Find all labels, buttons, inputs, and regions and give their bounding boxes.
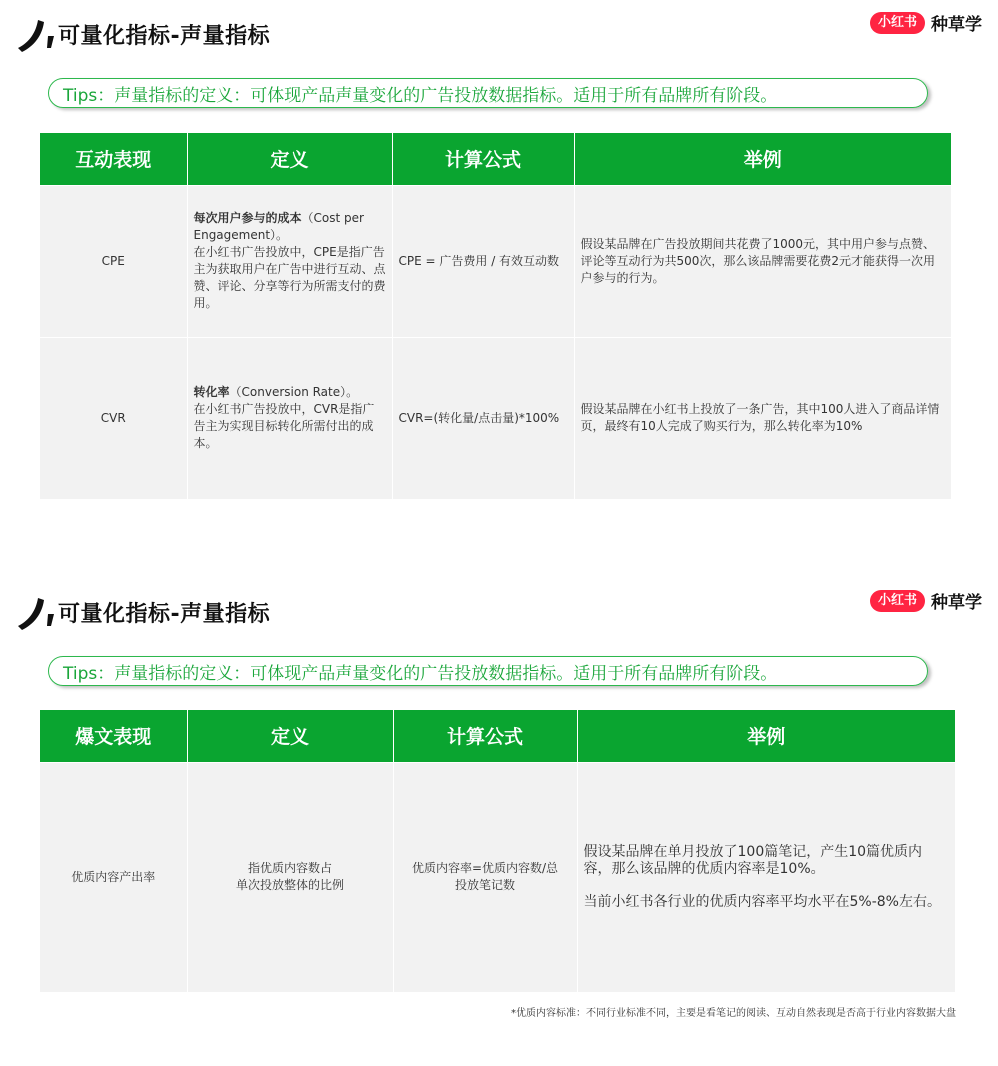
metrics-table	[40, 710, 955, 992]
formula-cell: CVR=(转化量/点击量)*100%	[392, 337, 574, 499]
title-row	[14, 14, 270, 54]
example-paragraph: 假设某品牌在单月投放了100篇笔记，产生10篇优质内容，那么该品牌的优质内容率是10%。	[583, 843, 923, 877]
brand-text: 种草学	[931, 15, 982, 35]
tips-banner: Tips：声量指标的定义：可体现产品声量变化的广告投放数据指标。适用于所有品牌所有阶段。	[48, 656, 928, 686]
formula-line: 投放笔记数	[454, 878, 515, 893]
table-row	[40, 185, 951, 337]
table-row	[40, 762, 955, 992]
section-voice-metrics-1	[0, 0, 998, 520]
formula-line: 优质内容率=优质内容数/总	[411, 861, 559, 876]
brand-badge: 小红书	[870, 590, 925, 612]
example-cell: 假设某品牌在广告投放期间共花费了1000元，其中用户参与点赞、评论等互动行为共500次，那么该品牌需要花费2元才能获得一次用户参与的行为。	[574, 185, 951, 337]
title-row	[14, 592, 270, 632]
header-cell: 爆文表现	[40, 710, 187, 762]
table-row	[40, 337, 951, 499]
definition-term: 每次用户参与的成本	[193, 211, 302, 225]
definition-term-en: （Conversion Rate）。	[229, 385, 359, 400]
definition-term-en: （Cost per Engagement）。	[193, 211, 364, 242]
table-header-row	[40, 710, 955, 762]
definition-body: 在小红书广告投放中，CPE是指广告主为获取用户在广告中进行互动、点赞、评论、分享等行为所需支付的费用。	[193, 245, 386, 310]
table-header-row	[40, 133, 951, 185]
formula-cell: CPE = 广告费用 / 有效互动数	[392, 185, 574, 337]
header-cell: 举例	[577, 710, 955, 762]
header-cell: 计算公式	[393, 710, 577, 762]
footnote: *优质内容标准：不同行业标准不同，主要是看笔记的阅读、互动自然表现是否高于行业内容数据大盘	[511, 1008, 956, 1019]
example-cell: 假设某品牌在小红书上投放了一条广告，其中100人进入了商品详情页，最终有10人完成了购买行为，那么转化率为10%	[574, 337, 951, 499]
paragraph-gap	[584, 878, 950, 894]
header-cell: 互动表现	[40, 133, 187, 185]
definition-cell	[187, 185, 392, 337]
brand-logo	[870, 588, 982, 613]
brand-badge: 小红书	[870, 12, 925, 34]
tips-banner: Tips：声量指标的定义：可体现产品声量变化的广告投放数据指标。适用于所有品牌所有阶段。	[48, 78, 928, 108]
brand-logo	[870, 10, 982, 35]
slash-mark-icon	[14, 592, 58, 632]
metric-cell: CPE	[40, 185, 187, 337]
header-cell: 举例	[574, 133, 951, 185]
definition-line: 指优质内容数占	[247, 861, 332, 876]
definition-line: 单次投放整体的比例	[235, 878, 344, 893]
header-cell: 计算公式	[392, 133, 574, 185]
page-title: 可量化指标-声量指标	[58, 601, 271, 627]
slash-mark-icon	[14, 14, 58, 54]
section-voice-metrics-2	[0, 578, 998, 1066]
definition-body: 在小红书广告投放中，CVR是指广告主为实现目标转化所需付出的成本。	[193, 402, 375, 451]
metric-cell: 优质内容产出率	[40, 762, 187, 992]
example-paragraph: 当前小红书各行业的优质内容率平均水平在5%-8%左右。	[583, 893, 941, 910]
header-cell: 定义	[187, 133, 392, 185]
example-cell	[577, 762, 955, 992]
formula-cell	[393, 762, 577, 992]
definition-term: 转化率	[193, 385, 230, 400]
brand-text: 种草学	[931, 593, 982, 613]
definition-cell	[187, 337, 392, 499]
metrics-table	[40, 133, 951, 499]
header-cell: 定义	[187, 710, 393, 762]
metric-cell: CVR	[40, 337, 187, 499]
page-title: 可量化指标-声量指标	[58, 23, 271, 49]
definition-cell	[187, 762, 393, 992]
